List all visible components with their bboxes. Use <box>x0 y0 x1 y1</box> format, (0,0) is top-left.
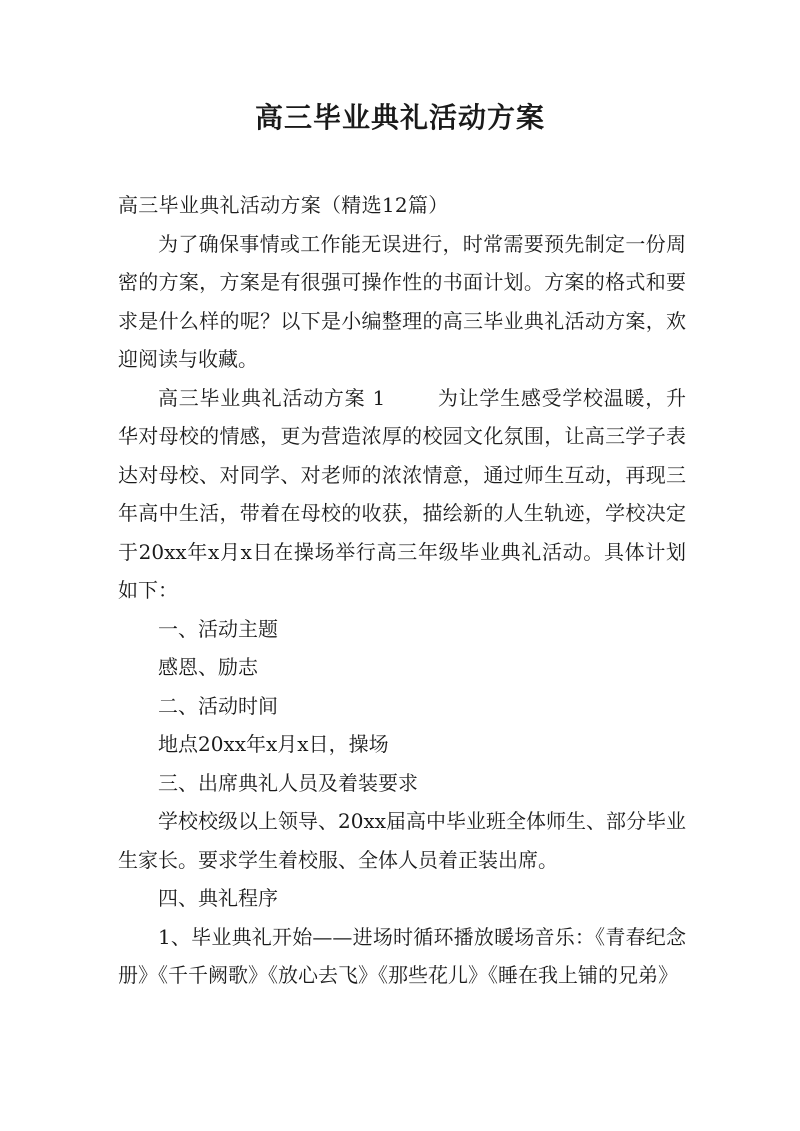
theme-text: 感恩、励志 <box>158 655 258 679</box>
document-title: 高三毕业典礼活动方案 <box>254 101 545 134</box>
section1-body: 为让学生感受学校温暖，升华对母校的情感，更为营造浓厚的校园文化氛围，让高三学子表达对母校、对同学、对老师的浓浓情意，通过师生互动，再现三年高中生活，带着在母校的收获，描绘新的人生轨迹，学校决定于20xx年x月x日在操场举行高三年级毕业典礼活动。具体计划如下： <box>118 385 686 602</box>
time-text: 地点20xx年x月x日，操场 <box>158 732 389 756</box>
document-subtitle: 高三毕业典礼活动方案（精选12篇） <box>118 193 449 217</box>
section1-heading: 高三毕业典礼活动方案 1 <box>158 385 386 410</box>
heading-program: 四、典礼程序 <box>158 886 278 910</box>
program-item-1: 1、毕业典礼开始——进场时循环播放暖场音乐：《青春纪念册》《千千阙歌》《放心去飞》《那些花儿》《睡在我上铺的兄弟》 <box>118 924 686 987</box>
attendees-text: 学校校级以上领导、20xx届高中毕业班全体师生、部分毕业生家长。要求学生着校服、全体人员着正装出席。 <box>118 809 687 872</box>
heading-theme: 一、活动主题 <box>158 616 278 641</box>
heading-time: 二、活动时间 <box>158 693 278 718</box>
intro-paragraph: 为了确保事情或工作能无误进行，时常需要预先制定一份周密的方案，方案是有很强可操作性的书面计划。方案的格式和要求是什么样的呢？以下是小编整理的高三毕业典礼活动方案，欢迎阅读与收藏。 <box>118 231 686 371</box>
heading-attendees: 三、出席典礼人员及着装要求 <box>158 770 418 795</box>
document-body <box>118 186 686 995</box>
section1-paragraph <box>118 379 686 610</box>
